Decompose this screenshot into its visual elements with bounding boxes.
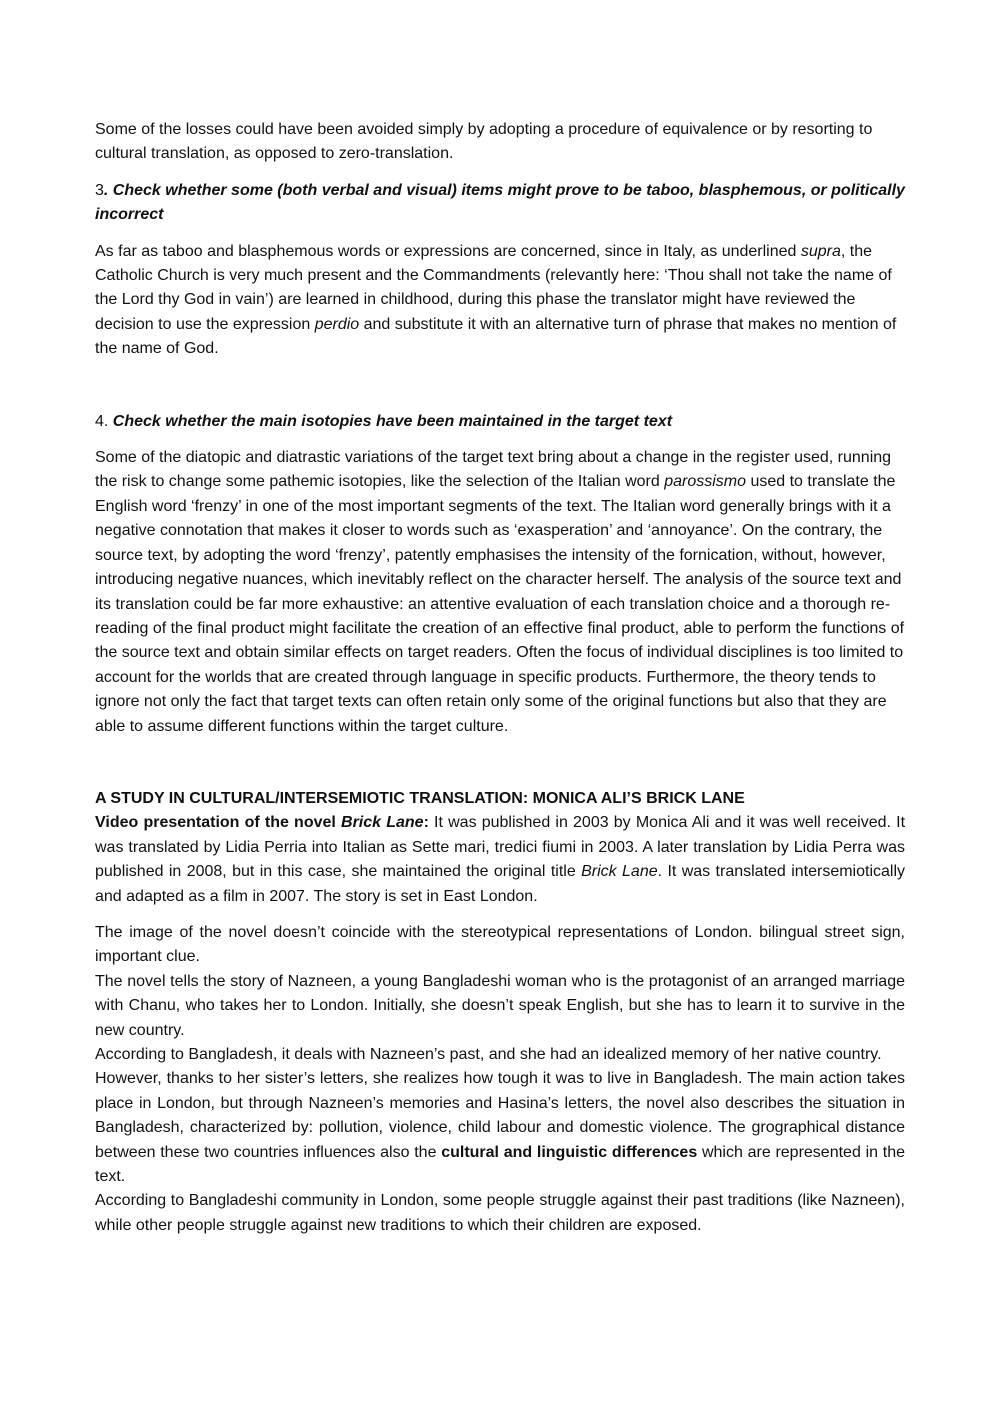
video-title-2: Brick Lane — [581, 863, 658, 881]
community-paragraph: According to Bangladeshi community in London, some people struggle against their past traditions (like Nazneen), while other people struggle against new traditions to which their children are exposed. — [95, 1192, 905, 1234]
losses-paragraph: Some of the losses could have been avoided simply by adopting a procedure of equivalence or by resorting to cultural translation, as opposed to zero-translation. — [95, 121, 873, 163]
video-text-a: It was published in 2003 by Monica Ali and it was well received. It was translated by Lidia Perria into Italian as Sette mari, tredici fiumi in 2003. A later translation by Lidia Perra was published in 2008, but in this case, she maintained the original title — [95, 814, 906, 881]
isotopies-paragraph — [95, 446, 905, 739]
letters-text-b: which are represented in the text. — [95, 1143, 906, 1186]
taboo-text-c: and substitute it with an alternative turn of phrase that makes no mention of the name of God. — [95, 315, 897, 358]
study-title: A STUDY IN CULTURAL/INTERSEMIOTIC TRANSLATION: MONICA ALI’S BRICK LANE — [95, 789, 745, 807]
video-label-title: Brick Lane — [341, 814, 424, 832]
video-text-b: . It was translated intersemiotically and adapted as a film in 2007. The story is set in East London. — [95, 863, 906, 905]
image-paragraph: The image of the novel doesn’t coincide with the stereotypical representations of London. bilingual street sign, important clue. — [95, 923, 905, 966]
bangladesh-paragraph: According to Bangladesh, it deals with Nazneen’s past, and she had an idealized memory of her native country. — [95, 1046, 882, 1063]
section-4-heading — [95, 410, 905, 434]
video-presentation-paragraph — [95, 811, 905, 909]
story-paragraph: The novel tells the story of Nazneen, a young Bangladeshi woman who is the protagonist of an arranged marriage with Chanu, who takes her to London. Initially, she doesn’t speak English, but she has to learn it to survive in the new country. — [95, 972, 905, 1039]
taboo-supra: supra — [800, 242, 841, 260]
letters-paragraph — [95, 1067, 905, 1189]
section-4-title: Check whether the main isotopies have been maintained in the target text — [108, 412, 673, 430]
video-label-colon: : — [423, 814, 429, 832]
isotopies-text-a: Some of the diatopic and diatrastic variations of the target text bring about a change in the register used, running the risk to change some pathemic isotopies, like the selection of the Italian word — [95, 449, 892, 491]
section-3-title: . Check whether some (both verbal and visual) items might prove to be taboo, blasphemous, or politically incorrect — [95, 181, 905, 224]
taboo-text-a: As far as taboo and blasphemous words or expressions are concerned, since in Italy, as underlined — [95, 242, 801, 260]
letters-text-a: However, thanks to her sister’s letters, she realizes how tough it was to live in Bangladesh. The main action takes place in London, but through Nazneen’s memories and Hasina’s letters, the novel also describes the situation in Bangladesh, characterized by: pollution, violence, child labour and domestic violence. The grographical distance between these two countries influences also the — [95, 1070, 905, 1161]
taboo-paragraph — [95, 240, 905, 362]
section-3-heading — [95, 179, 905, 228]
section-3-number: 3 — [95, 181, 104, 199]
isotopies-parossismo: parossismo — [664, 473, 747, 491]
letters-bold: cultural and linguistic differences — [441, 1143, 698, 1161]
video-label: Video presentation of the novel — [95, 814, 342, 832]
isotopies-text-b: used to translate the English word ‘frenzy’ in one of the most important segments of the text. The Italian word generally brings with it a negative connotation that makes it closer to words such as ‘exasperation’ and ‘annoyance’. On the contrary, the source text, by adopting the word ‘frenzy’, patently emphasises the intensity of the fornication, without, however, introducing negative nuances, which inevitably reflect on the character herself. The analysis of the source text and its translation could be far more exhaustive: an attentive evaluation of each translation choice and a thorough re-reading of the final product might facilitate the creation of an effective final product, able to perform the functions of the source text and obtain similar effects on target readers. Often the focus of individual disciplines is too limited to account for the worlds that are created through language in specific products. Furthermore, the theory tends to ignore not only the fact that target texts can often retain only some of the original functions but also that they are able to assume different functions within the target culture. — [95, 473, 905, 735]
taboo-text-b: , the Catholic Church is very much present and the Commandments (relevantly here: ‘Thou shall not take the name of the Lord thy God in vain’) are learned in childhood, during this phase the translator might have reviewed the decision to use the expression — [95, 242, 892, 333]
taboo-perdio: perdio — [314, 315, 360, 333]
section-4-number: 4. — [95, 412, 109, 430]
document-page — [95, 118, 905, 1238]
